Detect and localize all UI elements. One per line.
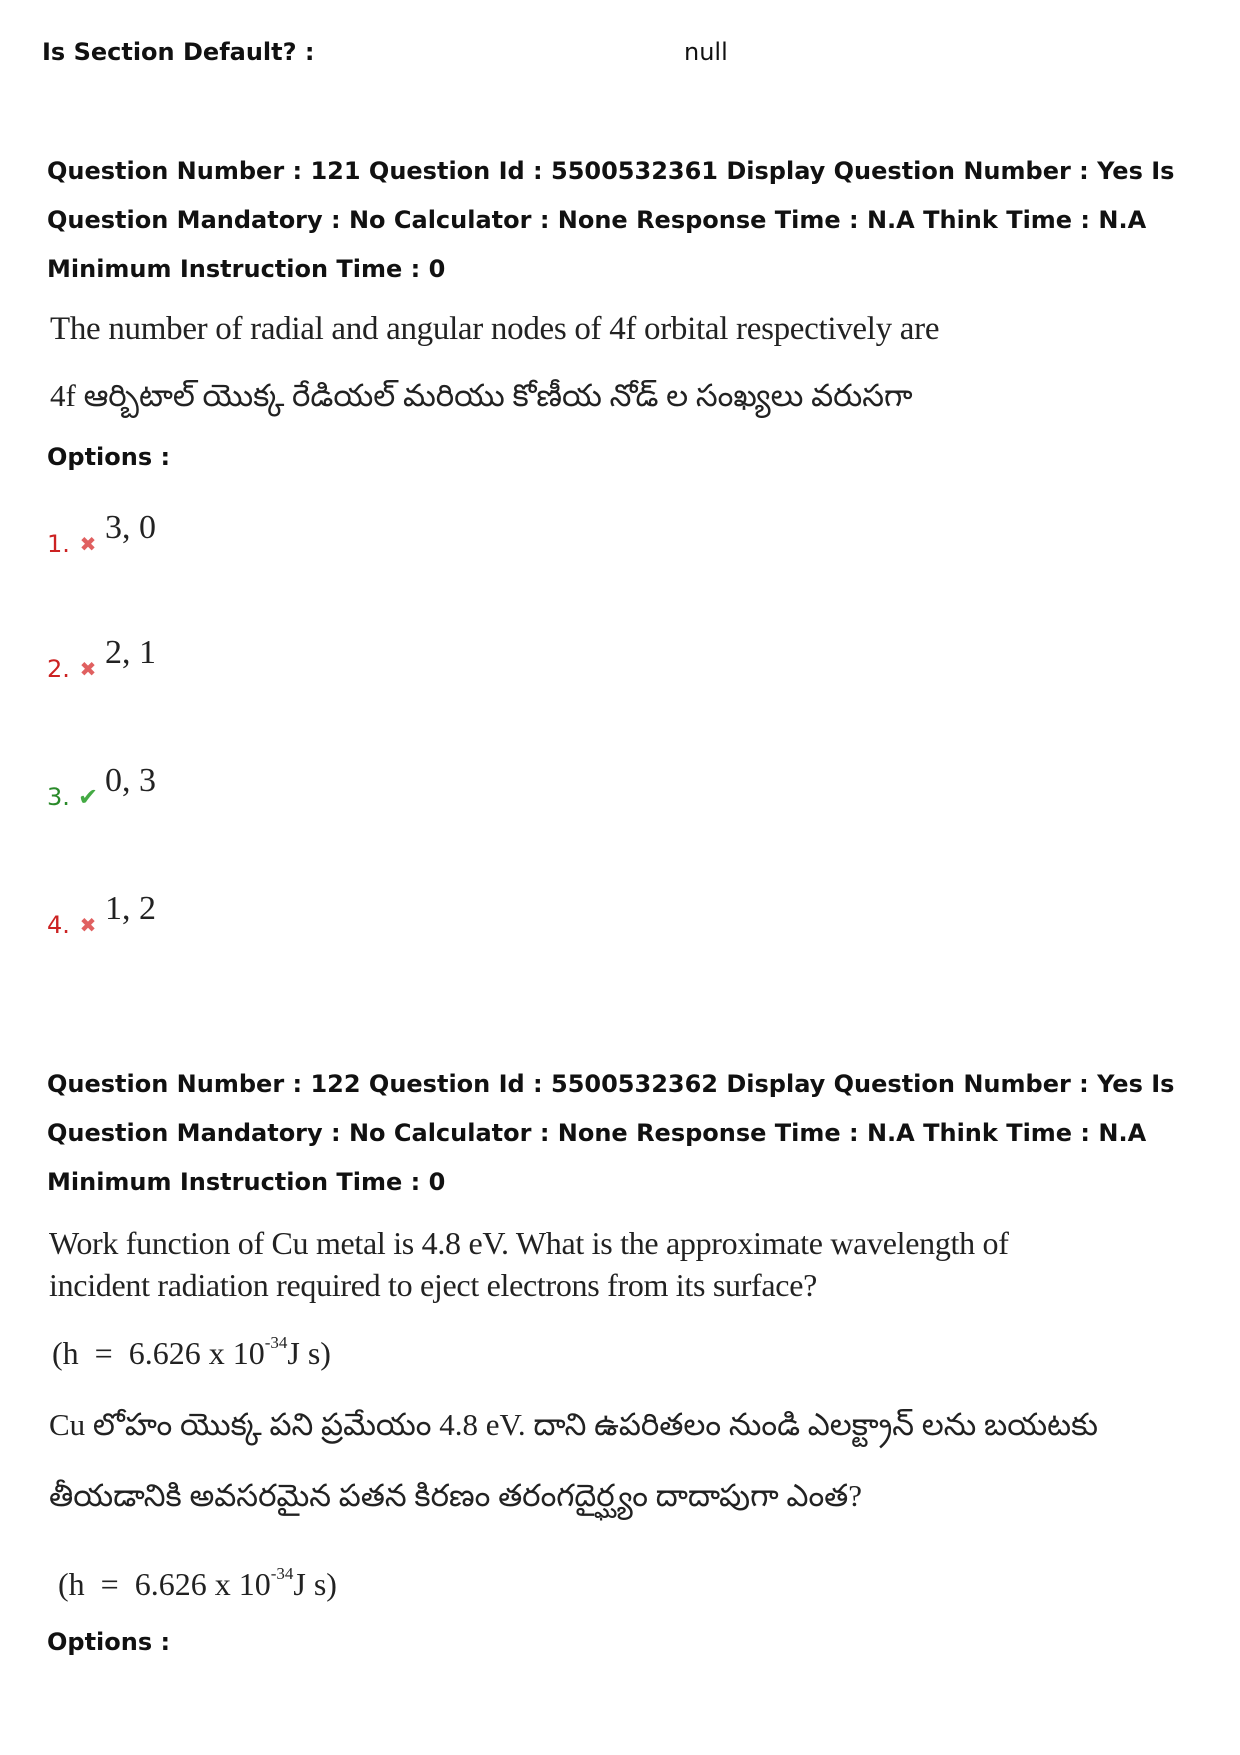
section-default-value: null	[684, 38, 728, 66]
option-2[interactable]	[47, 634, 156, 683]
question-122-meta: Question Number : 122 Question Id : 5500532362 Display Question Number : Yes Is Question Mandatory : No Calculator : None Response Time : N.A Think Time : N.A Minimum Instruction Time : 0	[47, 1070, 1175, 1196]
question-122-text-en-line2: incident radiation required to eject electrons from its surface?	[49, 1267, 818, 1303]
formula-base: (h = 6.626 x 10	[52, 1335, 265, 1371]
question-122-text-te-line2: తీయడానికి అవసరమైన పతన కిరణం తరంగదైర్ఘ్యం దాదాపుగా ఎంత?	[49, 1478, 863, 1513]
wrong-icon: ✖	[79, 532, 97, 556]
option-text: 2, 1	[105, 634, 156, 671]
question-121-text-en: The number of radial and angular nodes of 4f orbital respectively are	[50, 311, 940, 347]
option-text: 0, 3	[105, 762, 156, 799]
question-121-text-te: 4f ఆర్బిటాల్ యొక్క రేడియల్ మరియు కోణీయ నోడ్ ల సంఖ్యలు వరుసగా	[50, 378, 913, 413]
planck-constant-formula-te	[58, 1566, 337, 1603]
formula-exponent: -34	[264, 1333, 288, 1353]
formula-exponent: -34	[270, 1564, 294, 1584]
question-122-text-te-line1: Cu లోహం యొక్క పని ప్రమేయం 4.8 eV. దాని ఉపరితలం నుండి ఎలక్ట్రాన్ లను బయటకు	[49, 1407, 1098, 1442]
wrong-icon: ✖	[79, 657, 97, 681]
option-1[interactable]	[47, 509, 156, 558]
formula-unit: J s)	[293, 1566, 337, 1602]
option-text: 3, 0	[105, 509, 156, 546]
option-number: 4.	[47, 911, 70, 939]
section-default-label: Is Section Default? :	[42, 38, 315, 66]
option-4[interactable]	[47, 890, 156, 939]
correct-icon: ✔	[77, 783, 99, 811]
formula-base: (h = 6.626 x 10	[58, 1566, 271, 1602]
planck-constant-formula-en	[52, 1335, 331, 1372]
formula-unit: J s)	[287, 1335, 331, 1371]
option-number: 3.	[47, 783, 70, 811]
option-3[interactable]	[47, 762, 156, 811]
question-122-options-label: Options :	[47, 1628, 171, 1656]
question-121-meta: Question Number : 121 Question Id : 5500532361 Display Question Number : Yes Is Question Mandatory : No Calculator : None Response Time : N.A Think Time : N.A Minimum Instruction Time : 0	[47, 157, 1175, 283]
option-number: 1.	[47, 530, 70, 558]
wrong-icon: ✖	[79, 913, 97, 937]
question-121-options-label: Options :	[47, 443, 171, 471]
option-text: 1, 2	[105, 890, 156, 927]
question-122-text-en-line1: Work function of Cu metal is 4.8 eV. What is the approximate wavelength of	[49, 1225, 1009, 1261]
option-number: 2.	[47, 655, 70, 683]
